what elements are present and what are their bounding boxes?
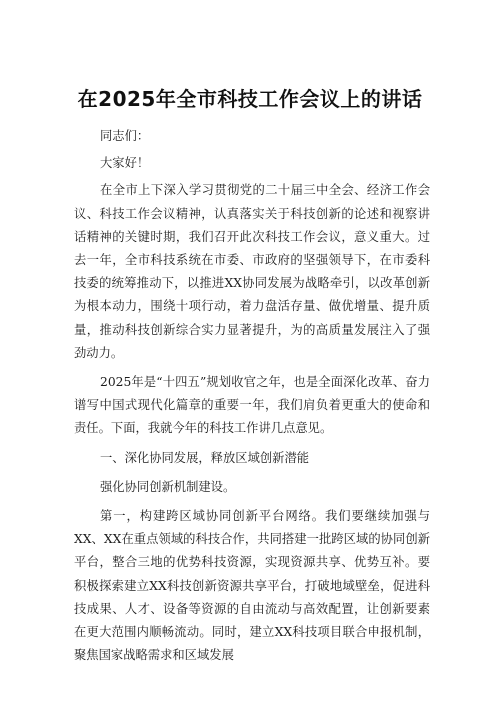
paragraph-intro: 在全市上下深入学习贯彻党的二十届三中全会、经济工作会议、科技工作会议精神，认真落实关于科技创新的论述和视察讲话精神的关键时期，我们召开此次科技工作会议，意义重大。过去一年，全市科技系统在市委、市政府的坚强领导下，在市委科技委的统筹推动下，以推进XX协同发展为战略牵引，以改革创新为根本动力，围绕十项行动，着力盘活存量、做优增量、提升质量，推动科技创新综合实力显著提升，为的高质量发展注入了强劲动力。 (74, 183, 430, 360)
paragraph-greeting-hello: 大家好！ (100, 156, 150, 171)
section-heading-1: 一、深化协同发展，释放区域创新潜能 (100, 450, 310, 465)
paragraph-year-overview: 2025年是“十四五”规划收官之年，也是全面深化改革、奋力谱写中国式现代化篇章的重要一年，我们肩负着更重大的使命和责任。下面，我就今年的科技工作讲几点意见。 (74, 375, 430, 436)
paragraph-first-point: 第一，构建跨区域协同创新平台网络。我们要继续加强与XX、XX在重点领域的科技合作，共同搭建一批跨区域的协同创新平台，整合三地的优势科技资源，实现资源共享、优势互补。要积极探索建立XX科技创新资源共享平台，打破地域壁垒，促进科技成果、人才、设备等资源的自由流动与高效配置，让创新要素在更大范围内顺畅流动。同时，建立XX科技项目联合申报机制，聚焦国家战略需求和区域发展 (74, 509, 430, 663)
subsection-heading: 强化协同创新机制建设。 (100, 479, 236, 494)
paragraph-greeting-comrades: 同志们： (100, 129, 150, 143)
document-body (74, 121, 430, 667)
document-title: 在2025年全市科技工作会议上的讲话 (77, 87, 423, 111)
